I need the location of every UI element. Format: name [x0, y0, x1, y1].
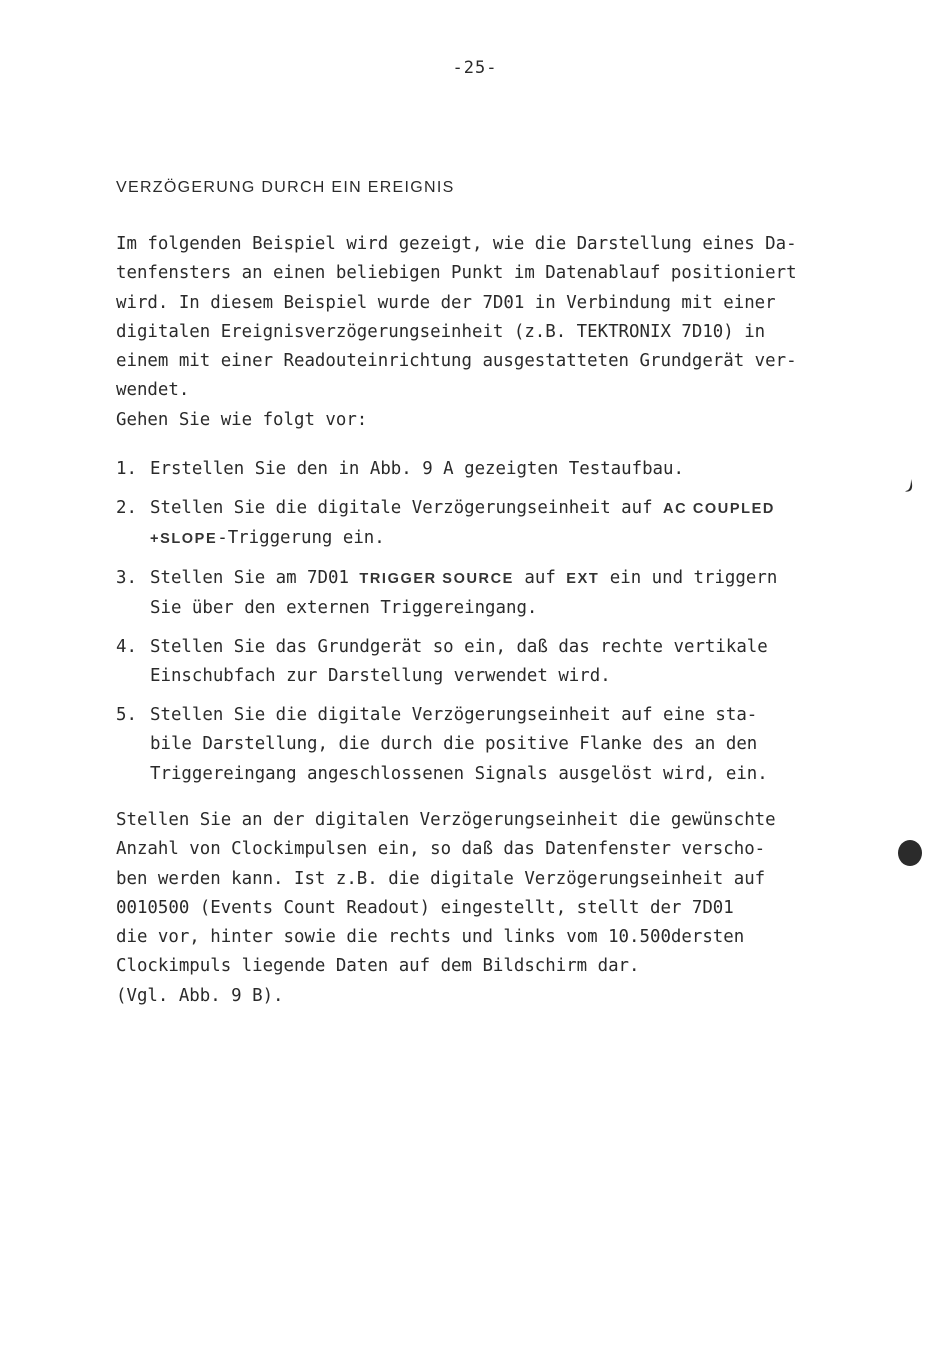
procedure-steps [116, 455, 886, 798]
step-text: ein und triggern [599, 567, 778, 588]
step-number: 5. [116, 705, 137, 726]
step-text-line [150, 524, 886, 554]
step-text: Stellen Sie das Grundgerät so ein, daß das rechte vertikale [150, 636, 768, 657]
closing-line: 0010500 (Events Count Readout) eingestellt, stellt der 7D01 [116, 897, 734, 918]
step-text: Triggereingang angeschlossenen Signals ausgelöst wird, ein. [150, 763, 768, 784]
step-number: 4. [116, 636, 137, 657]
intro-line: Gehen Sie wie folgt vor: [116, 409, 368, 430]
page-number: -25- [452, 58, 498, 78]
intro-line: einem mit einer Readouteinrichtung ausgestatteten Grundgerät ver- [116, 351, 797, 372]
step-4 [116, 633, 886, 692]
step-1 [116, 455, 886, 484]
step-text: Sie über den externen Triggereingang. [150, 598, 538, 619]
step-3 [116, 564, 886, 624]
step-text: Stellen Sie die digitale Verzögerungseinheit auf [150, 497, 664, 518]
step-text: Stellen Sie die digitale Verzögerungseinheit auf eine sta- [150, 705, 758, 726]
step-text-line [150, 564, 886, 594]
intro-paragraph [116, 230, 886, 435]
closing-line: die vor, hinter sowie die rechts und links vom 10.500dersten [116, 927, 745, 948]
control-label: EXT [566, 570, 600, 587]
step-text: -Triggerung ein. [217, 528, 385, 549]
step-text: auf [513, 567, 567, 588]
closing-line: (Vgl. Abb. 9 B). [116, 985, 284, 1006]
step-text: Einschubfach zur Darstellung verwendet wird. [150, 666, 611, 687]
step-number: 2. [116, 497, 137, 518]
step-number: 1. [116, 459, 137, 479]
closing-paragraph [116, 806, 886, 1011]
closing-line: Clockimpuls liegende Daten auf dem Bildschirm dar. [116, 956, 640, 977]
intro-line: wendet. [116, 380, 190, 401]
control-label: AC COUPLED [663, 500, 775, 517]
step-text-line [150, 494, 886, 524]
section-heading: VERZÖGERUNG DURCH EIN EREIGNIS [116, 179, 455, 196]
closing-line: Stellen Sie an der digitalen Verzögerungseinheit die gewünschte [116, 810, 776, 830]
intro-line: Im folgenden Beispiel wird gezeigt, wie die Darstellung eines Da- [116, 234, 797, 254]
punch-hole-mark [898, 840, 922, 866]
step-text: bile Darstellung, die durch die positive Flanke des an den [150, 734, 758, 755]
closing-line: ben werden kann. Ist z.B. die digitale Verzögerungseinheit auf [116, 868, 766, 889]
closing-line: Anzahl von Clockimpulsen ein, so daß das Datenfenster verscho- [116, 839, 766, 860]
control-label: +SLOPE [150, 531, 218, 548]
intro-line: tenfensters an einen beliebigen Punkt im Datenablauf positioniert [116, 263, 797, 284]
intro-line: digitalen Ereignisverzögerungseinheit (z.B. TEKTRONIX 7D10) in [116, 321, 766, 342]
step-number: 3. [116, 567, 137, 588]
ink-mark [903, 478, 915, 494]
intro-line: wird. In diesem Beispiel wurde der 7D01 in Verbindung mit einer [116, 292, 776, 313]
step-text: Erstellen Sie den in Abb. 9 A gezeigten Testaufbau. [150, 459, 684, 479]
step-5 [116, 701, 886, 789]
step-2 [116, 494, 886, 555]
step-text: Stellen Sie am 7D01 [150, 567, 360, 588]
control-label: TRIGGER SOURCE [359, 570, 514, 587]
